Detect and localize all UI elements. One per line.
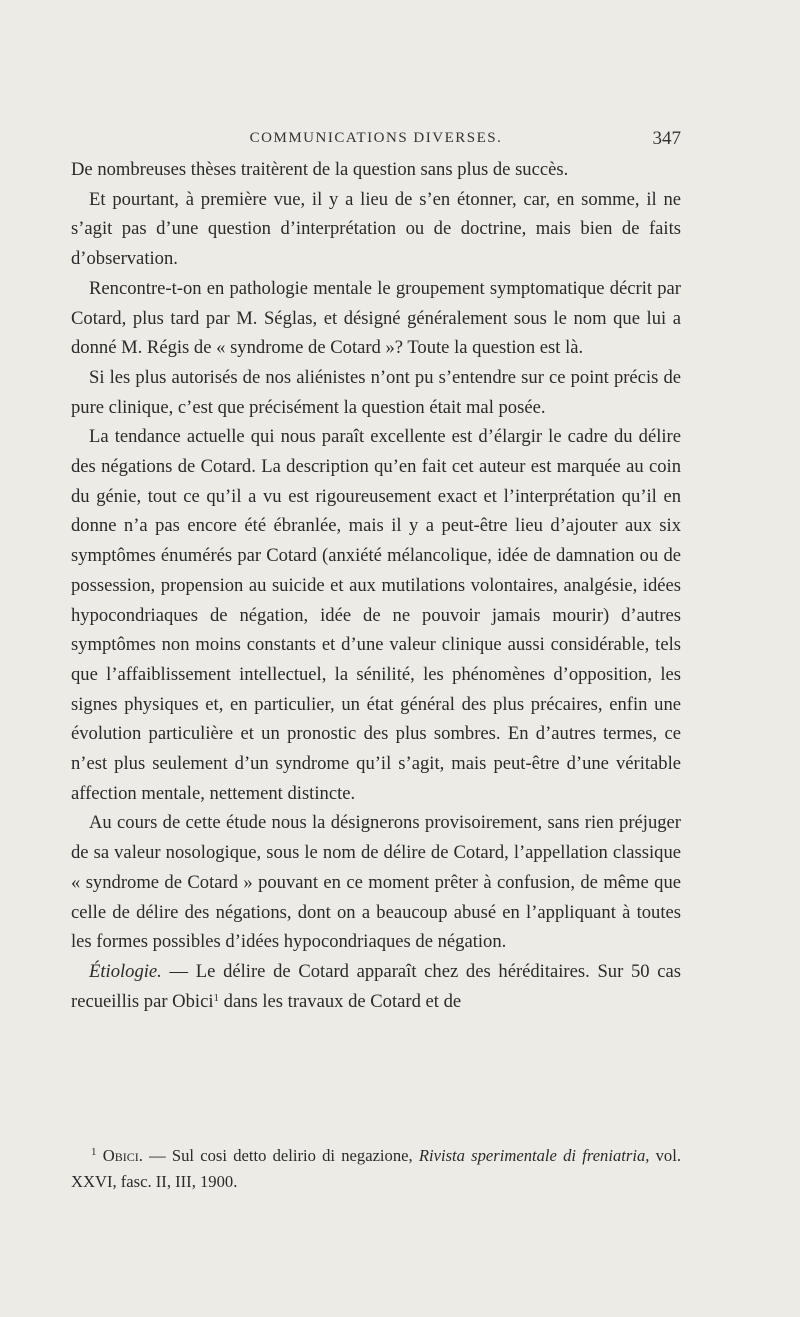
section-heading-etiologie: Étiologie. <box>89 960 162 982</box>
footnote-author: Obici. <box>102 1146 143 1165</box>
paragraph-7-tail: dans les travaux de Cotard et de <box>219 990 462 1012</box>
paragraph-6: Au cours de cette étude nous la désignerons provisoirement, sans rien préjuger de sa valeur nosologique, sous le nom de délire de Cotard, l’appellation classique « syndrome de Cotard » pouvant en ce moment prêter à confusion, de même que celle de délire des négations, dont on a beaucoup abusé en l’appliquant à toutes les formes possibles d’idées hypocondriaques de négation. <box>71 812 681 953</box>
footnote-reference[interactable]: 1 <box>213 991 219 1004</box>
footnote-tail: vol. XXVI, fasc. II, III, 1900. <box>71 1146 681 1191</box>
paragraph-5: La tendance actuelle qui nous paraît excellente est d’élargir le cadre du délire des négations de Cotard. La description qu’en fait cet auteur est marquée au coin du génie, tout ce qu’il a vu est rigoureusement exact et l’interprétation qu’il en donne n’a pas encore été ébranlée, mais il y a peut-être lieu d’ajouter aux six symptômes énumérés par Cotard (anxiété mélancolique, idée de damnation ou de possession, propension au suicide et aux mutilations volontaires, analgésie, idées hypocondriaques de négation, idée de ne pouvoir jamais mourir) d’autres symptômes non moins constants et d’une valeur clinique aussi considérable, tels que l’affaiblissement intellectuel, la sénilité, les phénomènes d’opposition, les signes physiques et, en particulier, un état général des plus précaires, enfin une évolution particulière et un pronostic des plus sombres. En d’autres termes, ce n’est plus seulement d’un syndrome qu’il s’agit, mais peut-être d’une véritable affection mentale, nettement distincte. <box>71 426 681 804</box>
paragraph-2: Et pourtant, à première vue, il y a lieu de s’en étonner, car, en somme, il ne s’agit pas d’une question d’interprétation ou de doctrine, mais bien de faits d’observation. <box>71 188 681 270</box>
page-header <box>71 128 681 152</box>
running-title: COMMUNICATIONS DIVERSES. <box>249 130 503 146</box>
paragraph-7 <box>71 957 681 1016</box>
paragraph-3: Rencontre-t-on en pathologie mentale le groupement symptomatique décrit par Cotard, plus tard par M. Séglas, et désigné généralement sous le nom que lui a donné M. Régis de « syndrome de Cotard »? Toute la question est là. <box>71 277 681 359</box>
paragraph-1: De nombreuses thèses traitèrent de la question sans plus de succès. <box>71 159 569 180</box>
page-number: 347 <box>652 128 681 149</box>
body-text <box>71 155 681 1016</box>
footnote-journal: Rivista sperimentale di freniatria, <box>418 1146 650 1165</box>
paragraph-4: Si les plus autorisés de nos aliénistes n’ont pu s’entendre sur ce point précis de pure clinique, c’est que précisément la question était mal posée. <box>71 366 681 418</box>
paragraph-7-text: — Le délire de Cotard apparaît chez des héréditaires. Sur 50 cas recueillis par Obici <box>71 960 681 1012</box>
footnote-marker: 1 <box>91 1146 97 1158</box>
footnote <box>71 1143 681 1195</box>
footnote-text: — Sul cosi detto delirio di negazione, <box>142 1146 419 1165</box>
